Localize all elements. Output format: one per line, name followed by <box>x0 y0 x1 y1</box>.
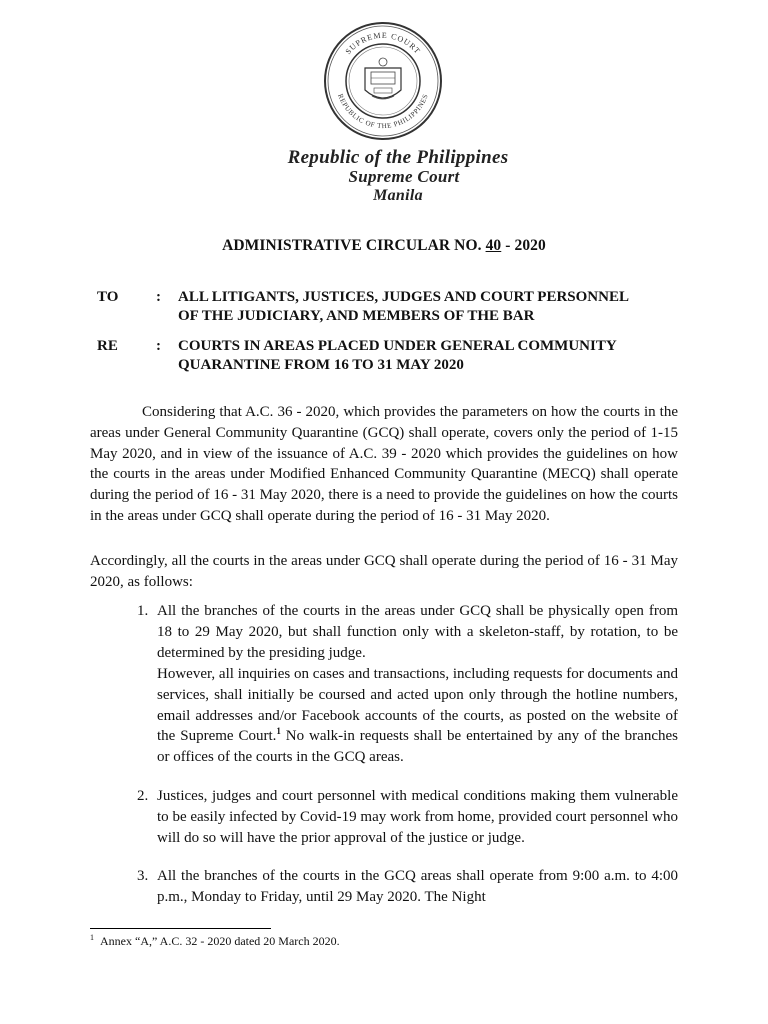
subparagraph-text-a: However, all inquiries on cases and transactions, including requests for documents and services, shall initially be coursed and acted upon only through the hotline numbers, email addresses and/or Facebook accounts of the courts, as posted on the website of the Supreme Court. <box>157 666 678 745</box>
header-manila: Manila <box>373 187 423 204</box>
seal-top-text: SUPREME COURT <box>343 30 423 57</box>
re-text <box>178 337 678 375</box>
list-item-1-text: All the branches of the courts in the areas under GCQ shall be physically open from 18 to 29 May 2020, but shall function only with a skeleton-staff, by rotation, to be determined by the presiding judge. <box>157 603 678 661</box>
footnote-divider <box>90 928 271 929</box>
footnote-marker: 1 <box>90 933 94 942</box>
footnote-text: Annex “A,” A.C. 32 - 2020 dated 20 March 2020. <box>100 934 340 948</box>
footnote <box>90 934 340 949</box>
circular-number: 40 <box>485 237 502 254</box>
circular-title <box>0 237 768 255</box>
re-line-1: COURTS IN AREAS PLACED UNDER GENERAL COMMUNITY <box>178 338 617 354</box>
paragraph-2-text: Accordingly, all the courts in the areas under GCQ shall operate during the period of 16 - 31 May 2020, as follows: <box>90 553 678 590</box>
to-line-2: OF THE JUDICIARY, AND MEMBERS OF THE BAR <box>178 308 535 324</box>
list-item-1-number: 1. <box>137 603 149 619</box>
list-item-2-text: Justices, judges and court personnel with medical conditions making them vulnerable to be easily infected by Covid-19 may work from home, provided court personnel who will do so will have the prior approval of the justice or judge. <box>157 788 678 846</box>
to-colon: : <box>156 289 161 305</box>
header-republic: Republic of the Philippines <box>287 147 509 168</box>
list-item-3-number: 3. <box>137 868 149 884</box>
title-suffix: - 2020 <box>501 237 546 254</box>
to-line-1: ALL LITIGANTS, JUSTICES, JUDGES AND COURT PERSONNEL <box>178 289 629 305</box>
seal-bottom-text: REPUBLIC OF THE PHILIPPINES <box>336 92 430 131</box>
title-prefix: ADMINISTRATIVE CIRCULAR NO. <box>222 237 486 254</box>
header-supreme-court: Supreme Court <box>348 167 460 186</box>
re-label: RE <box>97 338 118 354</box>
re-colon: : <box>156 338 161 354</box>
re-line-2: QUARANTINE FROM 16 TO 31 MAY 2020 <box>178 357 464 373</box>
list-item-2-number: 2. <box>137 788 149 804</box>
to-label: TO <box>97 289 119 305</box>
paragraph-considering <box>90 402 678 527</box>
subparagraph-text-b: No walk-in requests shall be entertained by any of the branches or offices of the courts in the GCQ areas. <box>157 728 678 766</box>
paragraph-1-text: Considering that A.C. 36 - 2020, which provides the parameters on how the courts in the areas under General Community Quarantine (GCQ) shall operate, covers only the period of 1-15 May 2020, and in view of the issuance of A.C. 39 - 2020 which provides the guidelines on how the courts in the areas under Modified Enhanced Community Quarantine (MECQ) shall operate during the period of 16 - 31 May 2020, there is a need to provide the guidelines on how the courts in the areas under GCQ shall operate during the period of 16 - 31 May 2020. <box>90 404 678 524</box>
footnote-reference: 1 <box>276 726 281 737</box>
to-text <box>178 288 678 326</box>
list-item-3-text: All the branches of the courts in the GCQ areas shall operate from 9:00 a.m. to 4:00 p.m., Monday to Friday, until 29 May 2020. The Night <box>157 868 678 905</box>
paragraph-accordingly <box>90 551 678 593</box>
list-item-1-subparagraph <box>157 664 678 768</box>
supreme-court-seal <box>322 20 444 142</box>
